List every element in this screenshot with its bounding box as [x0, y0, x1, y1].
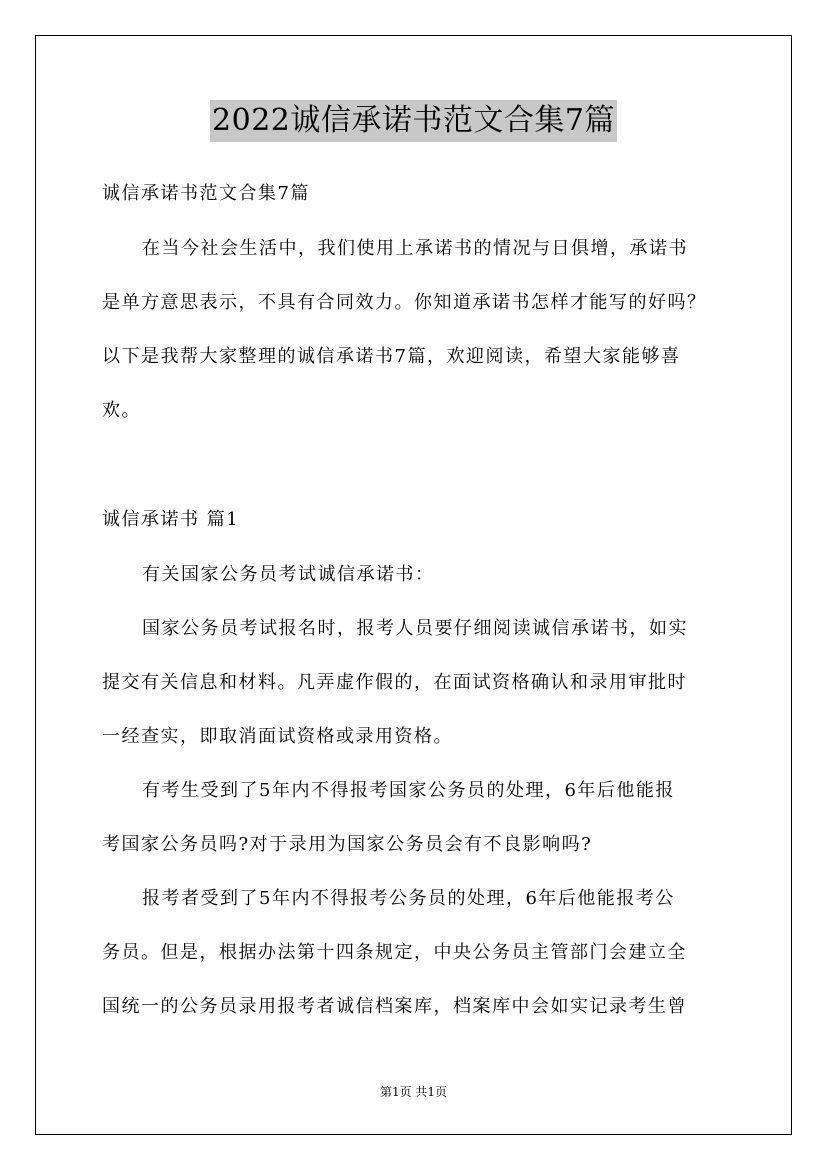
- body-line: 报考者受到了5年内不得报考公务员的处理，6年后他能报考公: [142, 888, 675, 909]
- title-container: [0, 100, 827, 142]
- body-line: 考国家公务员吗?对于录用为国家公务员会有不良影响吗?: [102, 834, 593, 855]
- body-line: 提交有关信息和材料。凡弄虚作假的，在面试资格确认和录用审批时: [102, 672, 687, 693]
- body-line: 有关国家公务员考试诚信承诺书：: [142, 564, 435, 585]
- document-title: 2022诚信承诺书范文合集7篇: [210, 100, 617, 142]
- intro-line: 以下是我帮大家整理的诚信承诺书7篇，欢迎阅读，希望大家能够喜: [102, 346, 681, 367]
- body-line: 务员。但是，根据办法第十四条规定，中央公务员主管部门会建立全: [102, 942, 687, 963]
- page-number-footer: 第1页 共1页: [379, 1085, 448, 1099]
- intro-line: 是单方意思表示，不具有合同效力。你知道承诺书怎样才能写的好吗？: [102, 292, 707, 313]
- body-line: 国统一的公务员录用报考者诚信档案库，档案库中会如实记录考生曾: [102, 996, 687, 1017]
- section-heading: 诚信承诺书 篇1: [102, 509, 240, 530]
- intro-line: 欢。: [102, 400, 141, 421]
- intro-line: 在当今社会生活中，我们使用上承诺书的情况与日俱增，承诺书: [142, 238, 688, 259]
- body-line: 一经查实，即取消面试资格或录用资格。: [102, 726, 453, 747]
- body-line: 国家公务员考试报名时，报考人员要仔细阅读诚信承诺书，如实: [142, 618, 688, 639]
- body-line: 有考生受到了5年内不得报考国家公务员的处理，6年后他能报: [142, 780, 675, 801]
- document-subtitle: 诚信承诺书范文合集7篇: [102, 183, 310, 204]
